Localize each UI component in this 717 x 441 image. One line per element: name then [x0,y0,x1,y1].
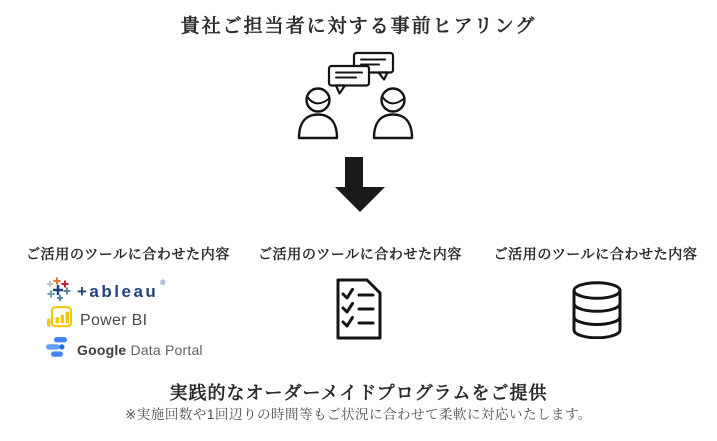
google-label-rest: Data Portal [126,341,203,358]
tableau-wordmark: +ableau [77,281,159,301]
conversation-icon [294,50,424,153]
down-arrow-icon [333,155,387,219]
footer-note: ※実施回数や1回辺りの時間等もご状況に合わせて柔軟に対応いたします。 [125,407,592,422]
powerbi-label: Power BI [80,311,148,329]
powerbi-icon [46,306,72,335]
google-label-bold: Google [77,341,127,358]
database-icon [571,281,623,344]
footer-title: 実践的なオーダーメイドプログラムをご提供 [169,383,548,403]
column-header-checklist: ご活用のツールに合わせた内容 [258,246,462,262]
powerbi-logo [46,306,147,335]
column-header-database: ご活用のツールに合わせた内容 [493,246,698,262]
google-data-portal-icon [46,337,68,362]
google-data-portal-label [77,342,203,358]
tableau-logo [46,276,165,307]
tableau-trademark: ® [160,280,166,287]
tableau-icon [46,276,72,307]
checklist-document-icon [334,278,384,345]
page-title: 貴社ご担当者に対する事前ヒアリング [180,16,537,37]
column-header-tools: ご活用のツールに合わせた内容 [26,246,230,262]
google-data-portal-logo [46,337,203,362]
